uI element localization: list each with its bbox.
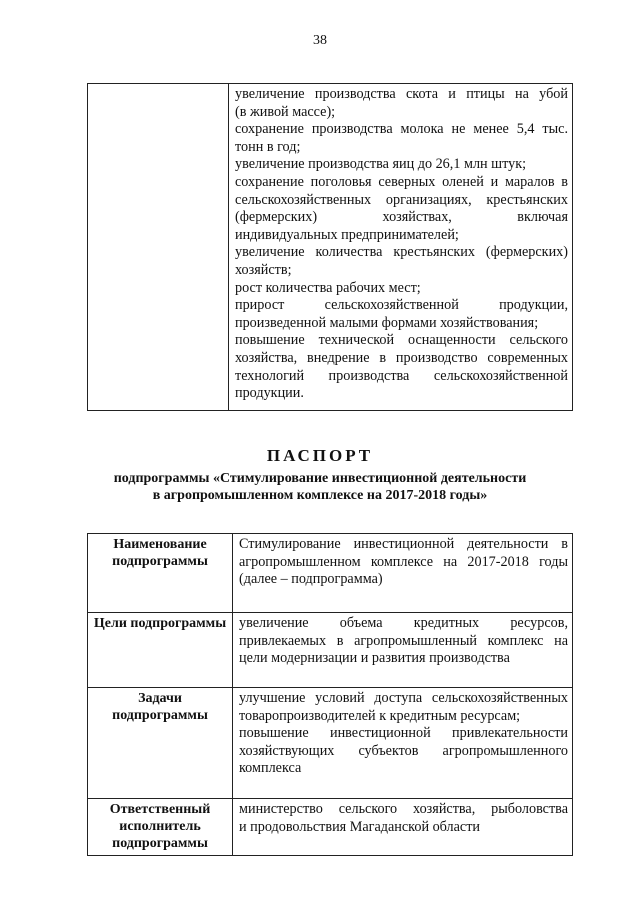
- text-line: товаропроизводителей к кредитным ресурсам;: [239, 707, 521, 724]
- text-line: комплекса: [239, 760, 302, 777]
- expected-results-cell: [229, 84, 573, 411]
- text-line: увеличение объема кредитных ресурсов,: [239, 615, 568, 631]
- text-line: и продовольствия Магаданской области: [239, 818, 481, 835]
- text-line: сохранение производства молока не менее 5,4 тыс.: [235, 121, 568, 138]
- text-line: тонн в год;: [235, 138, 301, 155]
- text-line: агропромышленном комплексе на 2017-2018 годы: [239, 553, 568, 570]
- passport-subtitle-line-2: в агропромышленном комплексе на 2017-2018 годы»: [152, 488, 488, 503]
- text-line: министерство сельского хозяйства, рыболовства: [239, 801, 568, 817]
- text-line: цели модернизации и развития производства: [239, 650, 510, 667]
- text-line: привлекаемых в агропромышленный комплекс на: [239, 632, 568, 649]
- text-line: сохранение поголовья северных оленей и маралов в: [235, 173, 568, 190]
- continuation-table: [87, 83, 573, 411]
- row-label: Ответственный исполнитель подпрограммы: [88, 799, 233, 856]
- text-line: (фермерских) хозяйствах, включая: [235, 209, 568, 226]
- row-value: [233, 799, 573, 856]
- empty-label-cell: [88, 84, 229, 411]
- text-line: произведенной малыми формами хозяйствования;: [235, 314, 539, 331]
- text-line: увеличение производства яиц до 26,1 млн штук;: [235, 156, 527, 173]
- text-line: увеличение производства скота и птицы на убой: [235, 86, 568, 102]
- passport-row-goals: [88, 613, 573, 688]
- passport-row-executor: [88, 799, 573, 856]
- passport-row-tasks: [88, 688, 573, 799]
- row-value: [233, 688, 573, 799]
- passport-table: [87, 533, 573, 856]
- passport-row-name: [88, 534, 573, 613]
- row-label: Цели подпрограммы: [88, 613, 233, 688]
- text-line: повышение инвестиционной привлекательности: [239, 725, 568, 742]
- text-line: рост количества рабочих мест;: [235, 279, 421, 296]
- row-value: [233, 613, 573, 688]
- text-line: Стимулирование инвестиционной деятельности в: [239, 536, 568, 552]
- text-line: индивидуальных предпринимателей;: [235, 226, 459, 243]
- text-line: прирост сельскохозяйственной продукции,: [235, 297, 568, 314]
- text-line: (в живой массе);: [235, 103, 336, 120]
- text-line: хозяйствующих субъектов агропромышленного: [239, 742, 568, 759]
- text-line: улучшение условий доступа сельскохозяйственных: [239, 690, 568, 706]
- page-number: 38: [313, 33, 327, 48]
- text-line: увеличение количества крестьянских (фермерских): [235, 244, 568, 261]
- text-line: (далее – подпрограмма): [239, 571, 383, 588]
- row-value: [233, 534, 573, 613]
- passport-subtitle-line-1: подпрограммы «Стимулирование инвестиционной деятельности: [113, 471, 527, 486]
- text-line: хозяйства, внедрение в производство современных: [235, 349, 568, 366]
- text-line: сельскохозяйственных организациях, крестьянских: [235, 191, 568, 208]
- text-line: технологий производства сельскохозяйственной: [235, 367, 568, 384]
- passport-title: ПАСПОРТ: [266, 446, 374, 465]
- text-line: повышение технической оснащенности сельского: [235, 332, 568, 349]
- text-line: хозяйств;: [235, 261, 292, 278]
- text-line: продукции.: [235, 385, 304, 402]
- row-label: Наименование подпрограммы: [88, 534, 233, 613]
- row-label: Задачи подпрограммы: [88, 688, 233, 799]
